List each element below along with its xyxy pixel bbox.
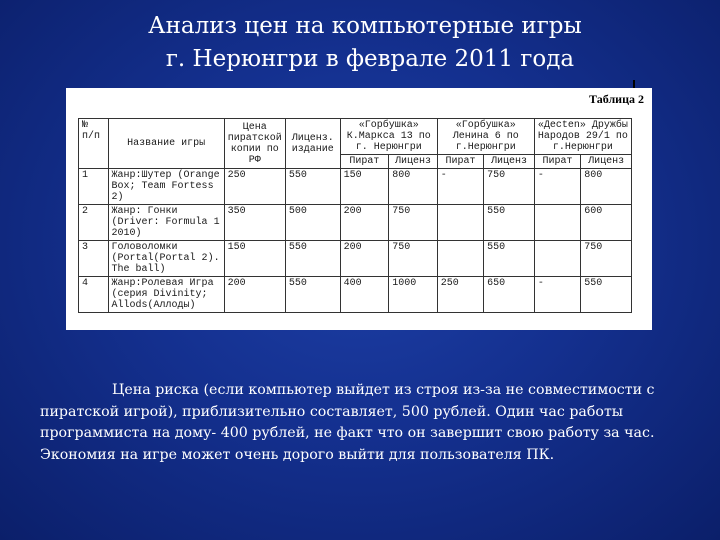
- subheader-pirate: Пират: [534, 155, 580, 169]
- cell-s3-pirate: -: [534, 277, 580, 313]
- cell-s3-license: 600: [581, 205, 632, 241]
- cell-s3-pirate: -: [534, 169, 580, 205]
- cell-licensed: 550: [285, 169, 340, 205]
- cell-s2-pirate: [437, 205, 483, 241]
- cell-s3-license: 550: [581, 277, 632, 313]
- price-table: [78, 118, 632, 313]
- title-line-2: г. Нерюнгри в феврале 2011 года: [165, 46, 575, 72]
- cell-s1-pirate: 150: [340, 169, 389, 205]
- cell-s3-license: 800: [581, 169, 632, 205]
- header-num: № п/п: [79, 119, 109, 169]
- subheader-pirate: Пират: [437, 155, 483, 169]
- cell-s2-license: 750: [484, 169, 535, 205]
- cell-pirate-rf: 200: [224, 277, 285, 313]
- header-store-2: «Горбушка» Ленина 6 по г.Нерюнгри: [437, 119, 534, 155]
- cell-s1-pirate: 200: [340, 241, 389, 277]
- slide-title: [0, 10, 720, 76]
- cell-pirate-rf: 150: [224, 241, 285, 277]
- header-name: Название игры: [108, 119, 224, 169]
- cell-licensed: 500: [285, 205, 340, 241]
- cell-s2-pirate: 250: [437, 277, 483, 313]
- cell-s2-license: 650: [484, 277, 535, 313]
- table-row: [79, 241, 632, 277]
- paragraph-text: Цена риска (если компьютер выйдет из строя из-за не совместимости с пиратской игрой), приблизительно составляет, 500 рублей. Один час работы программиста на дому- 400 рублей, не факт что он завершит свою работу за час. Экономия на игре может очень дорого выйти для пользователя ПК.: [40, 382, 655, 463]
- cell-s1-pirate: 200: [340, 205, 389, 241]
- header-store-1: «Горбушка» К.Маркса 13 по г. Нерюнгри: [340, 119, 437, 155]
- cell-s1-license: 750: [389, 241, 438, 277]
- cell-num: 4: [79, 277, 109, 313]
- table-row: [79, 277, 632, 313]
- cell-s3-license: 750: [581, 241, 632, 277]
- subheader-pirate: Пират: [340, 155, 389, 169]
- header-licensed: Лиценз. издание: [285, 119, 340, 169]
- cell-name: Жанр:Ролевая Игра (серия Divinity; Allods(Аллоды): [108, 277, 224, 313]
- cell-num: 2: [79, 205, 109, 241]
- cell-name: Жанр:Шутер (Orange Box; Team Fortess 2): [108, 169, 224, 205]
- cell-s2-license: 550: [484, 241, 535, 277]
- subheader-license: Лиценз: [484, 155, 535, 169]
- cell-s1-license: 750: [389, 205, 438, 241]
- header-store-3: «Десten» Дружбы Народов 29/1 по г.Нерюнгри: [534, 119, 631, 155]
- cell-s2-pirate: [437, 241, 483, 277]
- cell-licensed: 550: [285, 241, 340, 277]
- subheader-license: Лиценз: [389, 155, 438, 169]
- cell-licensed: 550: [285, 277, 340, 313]
- table-row: [79, 169, 632, 205]
- cell-pirate-rf: 250: [224, 169, 285, 205]
- subheader-license: Лиценз: [581, 155, 632, 169]
- cell-pirate-rf: 350: [224, 205, 285, 241]
- table-row: [79, 205, 632, 241]
- header-pirate-price: Цена пиратской копии по РФ: [224, 119, 285, 169]
- cell-num: 1: [79, 169, 109, 205]
- table-image: [66, 88, 652, 330]
- cell-s1-pirate: 400: [340, 277, 389, 313]
- cell-s1-license: 800: [389, 169, 438, 205]
- table-header-row: [79, 119, 632, 155]
- cell-s3-pirate: [534, 241, 580, 277]
- cell-name: Жанр: Гонки (Driver: Formula 1 2010): [108, 205, 224, 241]
- body-paragraph: [40, 380, 690, 466]
- cell-s2-pirate: -: [437, 169, 483, 205]
- cell-s1-license: 1000: [389, 277, 438, 313]
- cell-s2-license: 550: [484, 205, 535, 241]
- cell-s3-pirate: [534, 205, 580, 241]
- cell-name: Головоломки (Portal(Portal 2). The ball): [108, 241, 224, 277]
- cell-num: 3: [79, 241, 109, 277]
- table-caption: Таблица 2: [589, 92, 644, 106]
- title-line-1: Анализ цен на компьютерные игры: [148, 13, 582, 39]
